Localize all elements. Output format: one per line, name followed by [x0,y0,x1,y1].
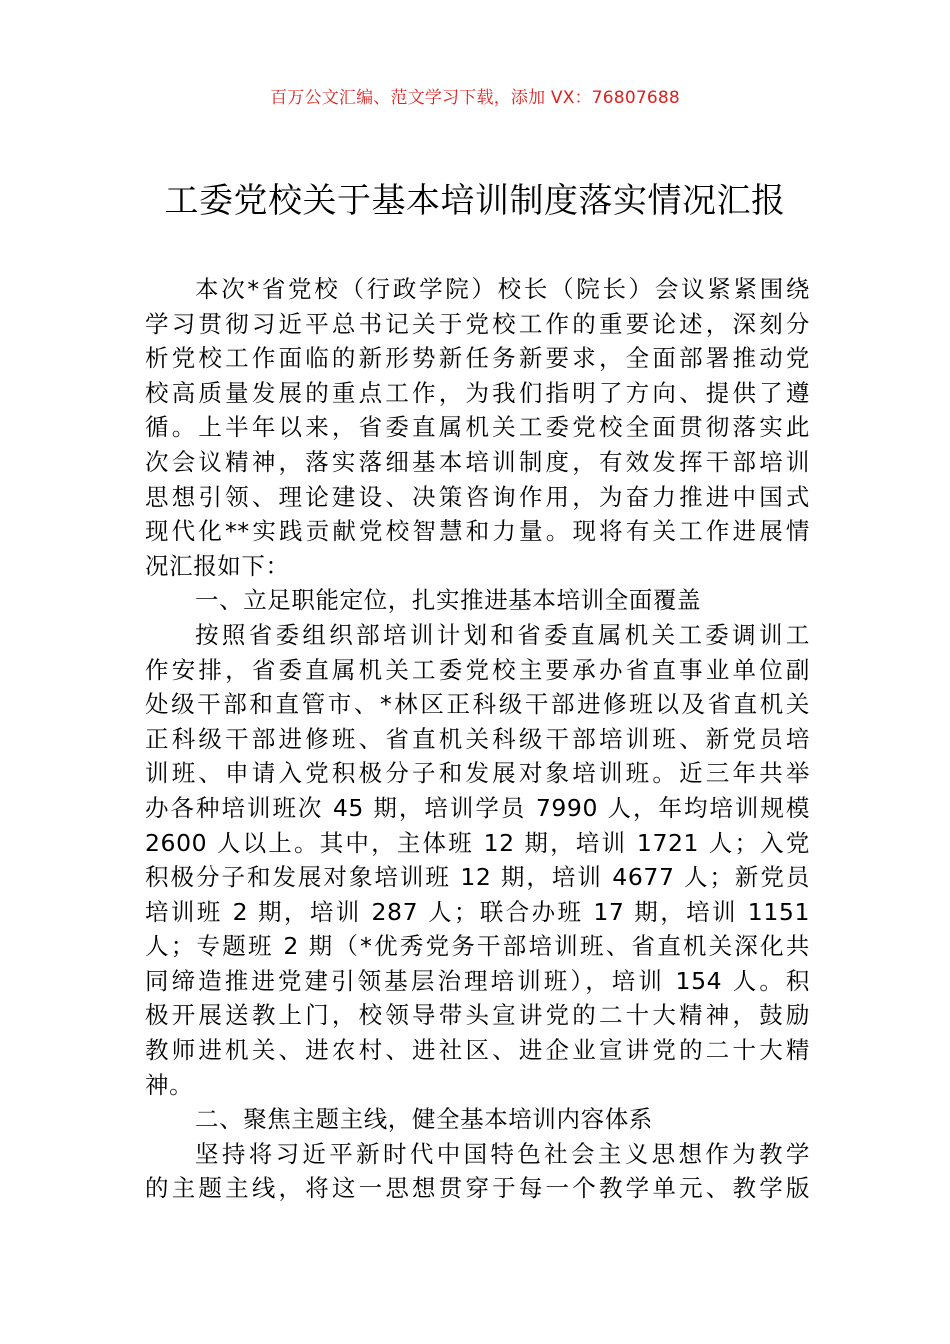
body-text-line: 思想引领、理论建设、决策咨询作用，为奋力推进中国式 [145,482,810,511]
body-text-line: 循。上半年以来，省委直属机关工委党校全面贯彻落实此 [145,413,810,442]
body-text-line: 现代化**实践贡献党校智慧和力量。现将有关工作进展情 [145,517,810,546]
body-text-line: 坚持将习近平新时代中国特色社会主义思想作为教学 [195,1139,810,1168]
body-text-line: 极开展送教上门，校领导带头宣讲党的二十大精神，鼓励 [145,1001,810,1030]
body-text-line: 办各种培训班次 45 期，培训学员 7990 人，年均培训规模 [145,793,810,822]
watermark-text: 百万公文汇编、范文学习下载，添加 VX：76807688 [270,88,680,108]
body-text-line: 次会议精神，落实落细基本培训制度，有效发挥干部培训 [145,447,810,476]
watermark-banner [0,86,950,110]
body-text-line: 的主题主线，将这一思想贯穿于每一个教学单元、教学版 [145,1174,810,1203]
body-text-line: 神。 [145,1070,194,1099]
document-title: 工委党校关于基本培训制度落实情况汇报 [164,181,786,221]
body-text-line: 本次*省党校（行政学院）校长（院长）会议紧紧围绕 [195,275,810,303]
body-text-line: 同缔造推进党建引领基层治理培训班），培训 154 人。积 [145,966,810,995]
body-text-line: 处级干部和直管市、*林区正科级干部进修班以及省直机关 [145,690,810,719]
body-text-line: 正科级干部进修班、省直机关科级干部培训班、新党员培 [145,724,810,753]
section-heading: 一、立足职能定位，扎实推进基本培训全面覆盖 [195,586,702,615]
body-text-line: 积极分子和发展对象培训班 12 期，培训 4677 人；新党员 [145,863,810,892]
document-body [145,272,810,1206]
body-text-line: 2600 人以上。其中，主体班 12 期，培训 1721 人；入党 [145,828,810,857]
body-text-line: 校高质量发展的重点工作，为我们指明了方向、提供了遵 [145,378,810,407]
body-text-line: 训班、申请入党积极分子和发展对象培训班。近三年共举 [145,759,810,788]
body-text-line: 人；专题班 2 期（*优秀党务干部培训班、省直机关深化共 [145,932,810,961]
body-text-line: 培训班 2 期，培训 287 人；联合办班 17 期，培训 1151 [145,897,810,926]
body-text-line: 作安排，省委直属机关工委党校主要承办省直事业单位副 [145,655,810,684]
body-text-line: 析党校工作面临的新形势新任务新要求，全面部署推动党 [145,344,810,373]
body-text-line: 按照省委组织部培训计划和省委直属机关工委调训工 [195,620,810,649]
body-text-line: 况汇报如下： [145,551,290,580]
body-text-line: 学习贯彻习近平总书记关于党校工作的重要论述，深刻分 [145,309,810,338]
body-text-line: 教师进机关、进农村、进社区、进企业宣讲党的二十大精 [145,1036,810,1065]
section-heading: 二、聚焦主题主线，健全基本培训内容体系 [195,1105,653,1134]
